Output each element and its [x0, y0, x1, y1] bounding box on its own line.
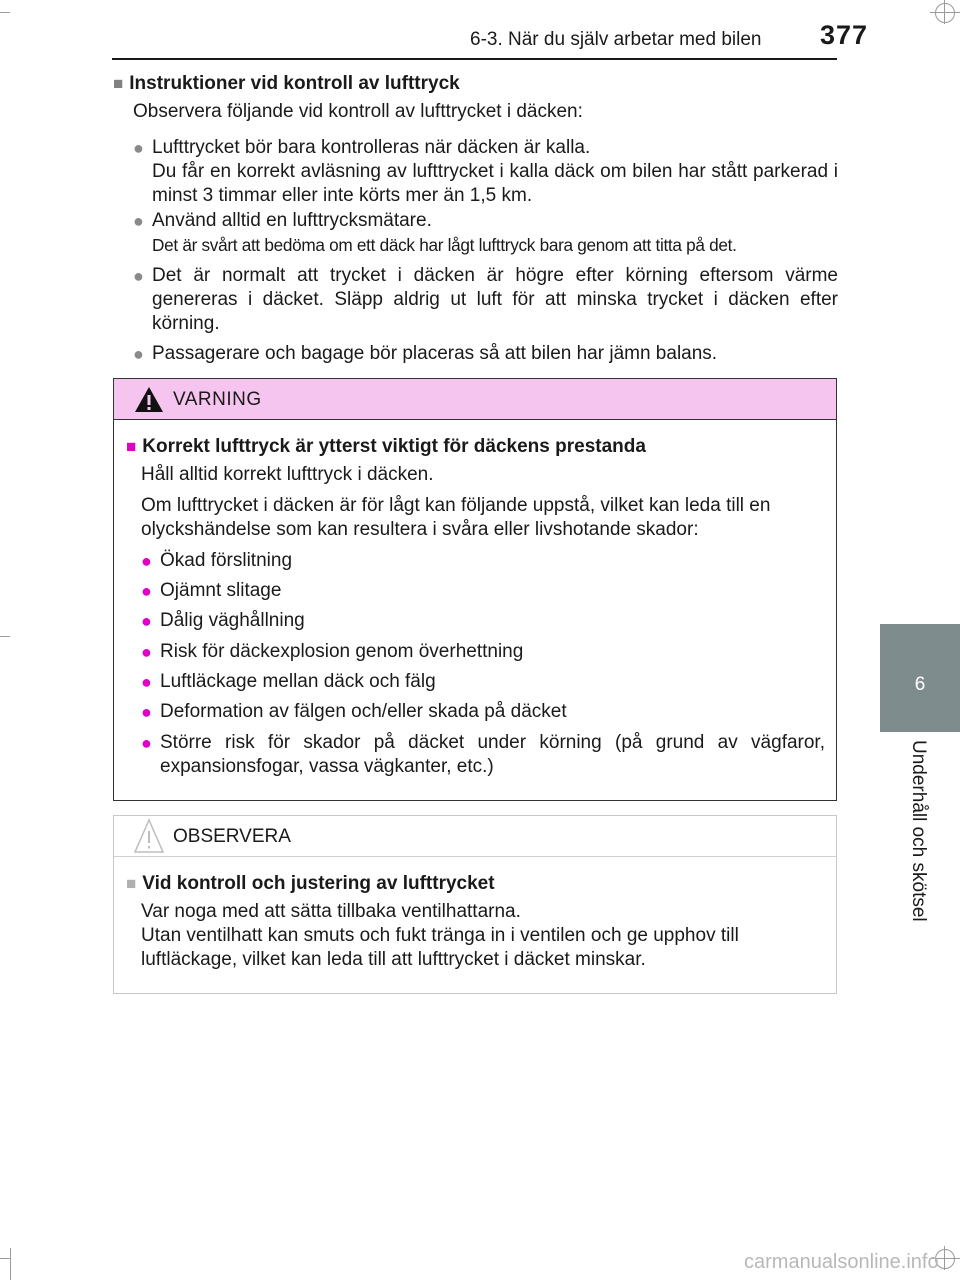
crop-mark [0, 636, 10, 637]
warning-list-item-text: Dålig väghållning [160, 610, 305, 631]
warning-paragraph: Håll alltid korrekt lufttryck i däcken. [141, 464, 434, 485]
section-heading-text: Instruktioner vid kontroll av lufttryck [129, 73, 460, 94]
crop-mark [944, 0, 945, 24]
bullet-icon: ● [133, 211, 144, 231]
list-item-detail: Det är svårt att bedöma om ett däck har lågt lufttryck bara genom att titta på det. [152, 235, 737, 255]
warning-header [114, 379, 836, 420]
intro-text: Observera följande vid kontroll av lufttrycket i däcken: [133, 101, 583, 122]
bullet-icon: ● [141, 672, 152, 692]
section-header: 6-3. När du själv arbetar med bilen [470, 29, 762, 50]
crop-mark [0, 1258, 10, 1259]
warning-list-item-text: Risk för däckexplosion genom överhettning [160, 641, 524, 662]
warning-list-item-text: Större risk för skador på däcket under körning (på grund av vägfaror, expansionsfogar, vassa vägkanter, etc.) [160, 732, 825, 777]
bullet-icon: ● [141, 702, 152, 722]
warning-list-item [141, 609, 825, 633]
warning-list-item-text: Ökad förslitning [160, 550, 293, 571]
warning-heading-text: Korrekt lufttryck är ytterst viktigt för däckens prestanda [142, 436, 646, 457]
warning-triangle-icon [134, 386, 164, 413]
list-item-title: Lufttrycket bör bara kontrolleras när däcken är kalla. [152, 137, 591, 158]
warning-list-item [141, 640, 825, 664]
notice-box [113, 815, 837, 994]
notice-paragraph [141, 900, 831, 972]
notice-line: Var noga med att sätta tillbaka ventilhattarna. [141, 901, 521, 922]
registration-mark [935, 3, 955, 23]
list-item-text: Det är normalt att trycket i däcken är högre efter körning eftersom värme genereras i däcket. Släpp aldrig ut luft för att minska trycket i däcken efter körning. [152, 265, 838, 334]
page-number: 377 [820, 20, 869, 50]
list-item-title: Använd alltid en lufttrycksmätare. [152, 210, 432, 231]
warning-list-item [141, 700, 825, 724]
bullet-icon: ● [133, 344, 144, 364]
crop-mark [0, 12, 10, 13]
chapter-label: Underhåll och skötsel [908, 740, 929, 922]
chapter-number: 6 [914, 674, 926, 695]
bullet-icon: ● [133, 266, 144, 286]
list-item-text: Passagerare och bagage bör placeras så att bilen har jämn balans. [152, 343, 718, 364]
warning-box [113, 378, 837, 801]
bullet-icon: ● [133, 138, 144, 158]
warning-list-item [141, 670, 825, 694]
section-heading [113, 73, 460, 95]
list-item [133, 342, 838, 366]
warning-list-item [141, 579, 825, 603]
bullet-icon: ● [141, 642, 152, 662]
list-item-detail: Du får en korrekt avläsning av lufttrycket i kalla däck om bilen har stått parkerad i minst 3 timmar eller inte körts mer än 1,5 km. [152, 161, 838, 206]
crop-mark [10, 1248, 11, 1280]
watermark: carmanualsonline.info [744, 1251, 939, 1273]
list-item [133, 209, 838, 257]
notice-title: OBSERVERA [173, 826, 291, 847]
notice-line: Utan ventilhatt kan smuts och fukt tränga in i ventilen och ge upphov till luftläckage, vilket kan leda till att lufttrycket i däcket minskar. [141, 925, 739, 970]
warning-paragraph: Om lufttrycket i däcken är för lågt kan följande uppstå, vilket kan leda till en olyckshändelse som kan resultera i svåra eller livshotande skador: [141, 495, 771, 540]
notice-heading [126, 873, 495, 895]
list-item [133, 136, 838, 208]
warning-list-item [141, 731, 825, 779]
warning-heading [126, 436, 646, 458]
warning-list-item-text: Deformation av fälgen och/eller skada på däcket [160, 701, 567, 722]
header-rule [112, 58, 837, 60]
chapter-tab [880, 624, 960, 732]
warning-list-item-text: Luftläckage mellan däck och fälg [160, 671, 436, 692]
square-bullet-icon: ■ [126, 437, 137, 456]
notice-heading-text: Vid kontroll och justering av lufttrycket [142, 873, 495, 894]
bullet-icon: ● [141, 551, 152, 571]
notice-header [114, 816, 836, 857]
caution-triangle-icon [134, 818, 164, 854]
crop-mark [944, 1246, 945, 1270]
square-bullet-icon: ■ [113, 74, 124, 93]
crop-mark [930, 12, 960, 13]
warning-list-item-text: Ojämnt slitage [160, 580, 282, 601]
warning-title: VARNING [173, 389, 262, 410]
bullet-icon: ● [141, 611, 152, 631]
list-item [133, 264, 838, 336]
bullet-icon: ● [141, 733, 152, 753]
bullet-icon: ● [141, 581, 152, 601]
warning-list-item [141, 549, 825, 573]
square-bullet-icon: ■ [126, 874, 137, 893]
